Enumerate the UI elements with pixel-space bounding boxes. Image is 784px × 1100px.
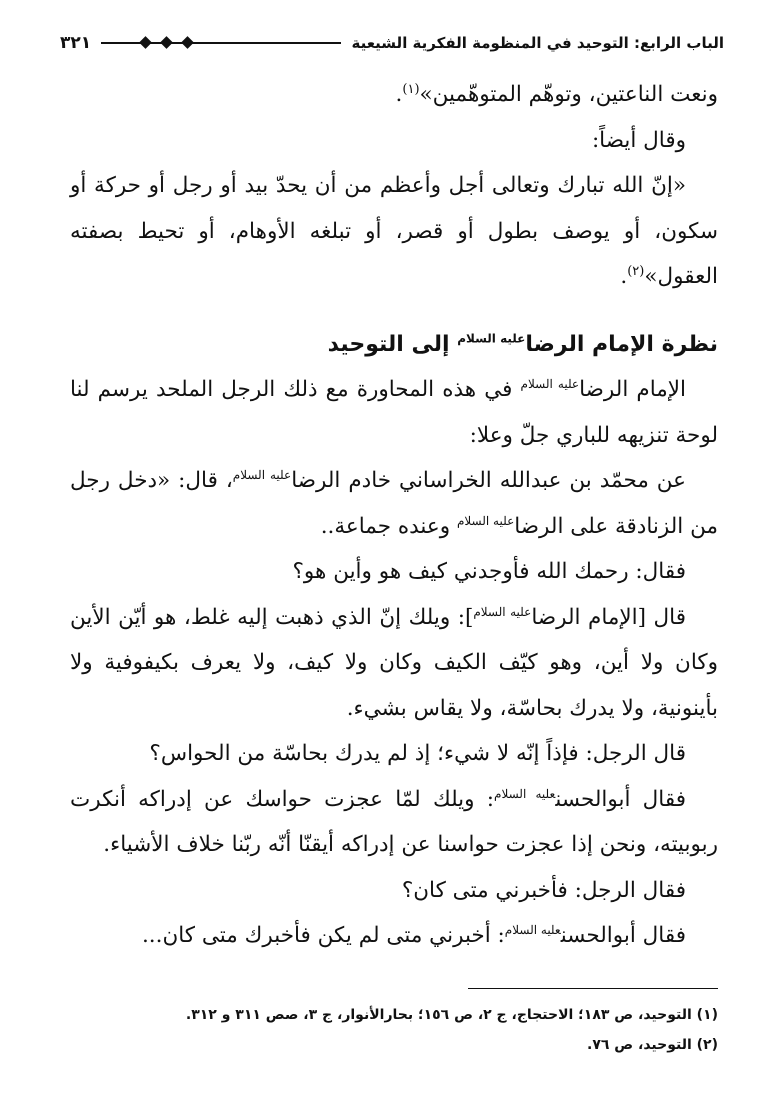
section-heading: [70, 322, 718, 368]
quote-text: «إنّ الله تبارك وتعالى أجل وأعظم من أن يحدّ بيد أو رجل أو حركة أو سكون، أو يوصف بطول أو قصر، أو تبلغه الأوهام، أو تحيط بصفته العقول»: [70, 173, 718, 289]
text-run: : أخبرني متى لم يكن فأخبرك متى كان...: [141, 923, 505, 948]
period: .: [620, 264, 628, 289]
footnote-item: (١) التوحيد، ص ١٨٣؛ الاحتجاج، ج ٢، ص ١٥٦؛ بحارالأنوار، ج ٣، صص ٣١١ و ٣١٢.: [185, 1007, 718, 1023]
header-rule: [101, 36, 341, 50]
body-paragraph: [70, 163, 718, 300]
body-paragraph: فقال: رحمك الله فأوجدني كيف هو وأين هو؟: [292, 559, 686, 584]
body-paragraph: [70, 777, 718, 868]
heading-text: نظرة الإمام الرضا: [525, 331, 718, 357]
text-run: ، قال: «دخل رجل من الزنادقة على الرضا: [70, 468, 718, 539]
diamond-icon: [160, 36, 173, 49]
footnotes: [70, 1000, 718, 1060]
body-line: ونعت الناعتين، وتوهّم المتوهّمين»: [419, 82, 718, 107]
footnote-marker: (٢): [627, 263, 645, 279]
text-run: ]: ويلك إنّ الذي ذهبت إليه غلط، هو أيّن الأين وكان ولا أين، وهو كيّف الكيف وكان ولا كيف، ولا يعرف بكيفوفية ولا بأينونية، ولا يدرك بحاسّة، ولا يقاس بشيء.: [70, 604, 718, 721]
body-paragraph: [70, 367, 718, 458]
running-title: الباب الرابع: التوحيد في المنظومة الفكرية الشيعية: [351, 34, 724, 52]
blessing-glyph: عليه السلام: [232, 467, 292, 482]
header-line: [101, 42, 341, 44]
blessing-glyph: عليه السلام: [457, 331, 526, 346]
blessing-glyph: عليه السلام: [456, 513, 515, 528]
page-header: [60, 28, 724, 58]
blessing-glyph: عليه السلام: [520, 376, 580, 391]
text-run: فقال أبوالحسن: [555, 786, 687, 812]
period: .: [395, 82, 403, 107]
text-run: عن محمّد بن عبدالله الخراساني خادم الرضا: [291, 468, 686, 493]
footnote-item: (٢) التوحيد، ص ٧٦.: [587, 1037, 718, 1053]
footnote-marker: (١): [402, 81, 420, 97]
body-paragraph: [70, 913, 718, 959]
text-run: في هذه المحاورة مع ذلك الرجل الملحد يرسم لنا لوحة تنزيهه للباري جلّ وعلا:: [70, 377, 718, 448]
body-paragraph: [70, 72, 718, 118]
text-run: : ويلك لمّا عجزت حواسك عن إدراكه أنكرت ربوبيته، ونحن إذا عجزت حواسنا عن إدراكه أيقنّا أنّه ربّنا خلاف الأشياء.: [70, 786, 718, 857]
blessing-glyph: عليه السلام: [504, 922, 561, 937]
text-run: وعنده جماعة..: [320, 513, 451, 539]
page-number: ٣٢١: [60, 33, 92, 53]
page-body: [70, 72, 718, 959]
diamond-icon: [181, 36, 194, 49]
text-run: الإمام الرضا: [579, 377, 686, 402]
footnote-separator: [468, 988, 718, 989]
body-paragraph: وقال أيضاً:: [591, 127, 686, 153]
blessing-glyph: عليه السلام: [473, 604, 532, 619]
text-run: قال [الإمام الرضا: [531, 604, 686, 630]
text-run: فقال أبوالحسن: [560, 923, 686, 948]
diamond-icon: [139, 36, 152, 49]
body-paragraph: فقال الرجل: فأخبرني متى كان؟: [401, 877, 686, 903]
heading-text: إلى التوحيد: [327, 331, 450, 357]
header-ornament: [141, 36, 192, 47]
body-paragraph: قال الرجل: فإذاً إنّه لا شيء؛ إذ لم يدرك بحاسّة من الحواس؟: [149, 741, 686, 766]
body-paragraph: [70, 595, 718, 732]
blessing-glyph: عليه السلام: [494, 786, 556, 801]
body-paragraph: [70, 458, 718, 549]
